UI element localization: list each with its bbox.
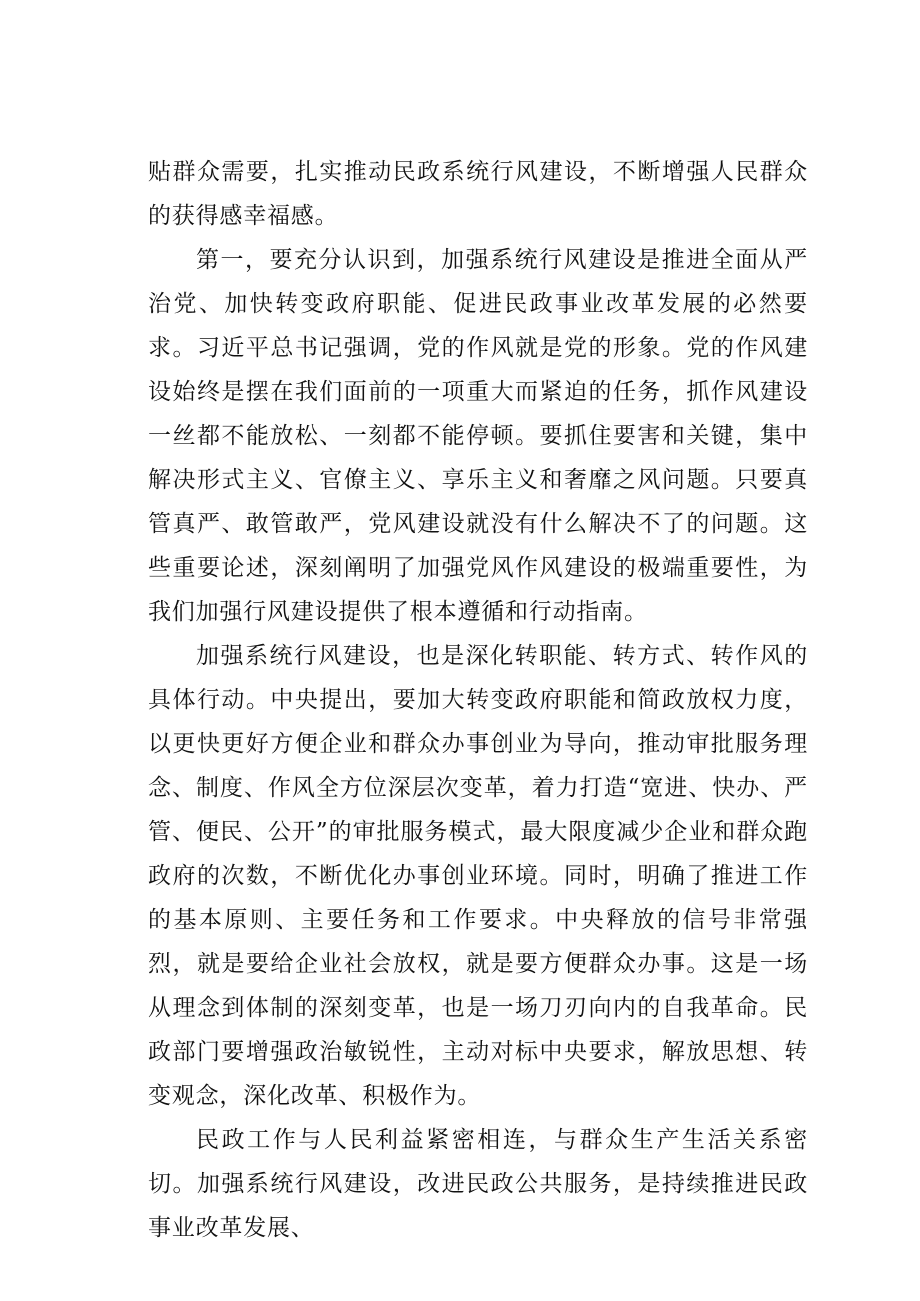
paragraph-continuation: 贴群众需要，扎实推动民政系统行风建设，不断增强人民群众的获得感幸福感。 [148,159,808,229]
paragraph-reform-action: 加强系统行风建设，也是深化转职能、转方式、转作风的具体行动。中央提出，要加大转变政府职能和简政放权力度，以更快更好方便企业和群众办事创业为导向，推动审批服务理念、制度、作风全方位深层次变革，着力打造“宽进、快办、严管、便民、公开”的审批服务模式，最大限度减少企业和群众跑政府的次数，不断优化办事创业环境。同时，明确了推进工作的基本原则、主要任务和工作要求。中央释放的信号非常强烈，就是要给企业社会放权，就是要方便群众办事。这是一场从理念到体制的深刻变革，也是一场刀刃向内的自我革命。民政部门要增强政治敏锐性，主动对标中央要求，解放思想、转变观念，深化改革、积极作为。 [148,643,808,1109]
document-body [148,150,808,1250]
paragraph-first-point: 第一，要充分认识到，加强系统行风建设是推进全面从严治党、加快转变政府职能、促进民政事业改革发展的必然要求。习近平总书记强调，党的作风就是党的形象。党的作风建设始终是摆在我们面前的一项重大而紧迫的任务，抓作风建设一丝都不能放松、一刻都不能停顿。要抓住要害和关键，集中解决形式主义、官僚主义、享乐主义和奢靡之风问题。只要真管真严、敢管敢严，党风建设就没有什么解决不了的问题。这些重要论述，深刻阐明了加强党风作风建设的极端重要性，为我们加强行风建设提供了根本遵循和行动指南。 [148,247,808,625]
paragraph-civil-affairs: 民政工作与人民利益紧密相连，与群众生产生活关系密切。加强系统行风建设，改进民政公共服务，是持续推进民政事业改革发展、 [148,1127,808,1241]
